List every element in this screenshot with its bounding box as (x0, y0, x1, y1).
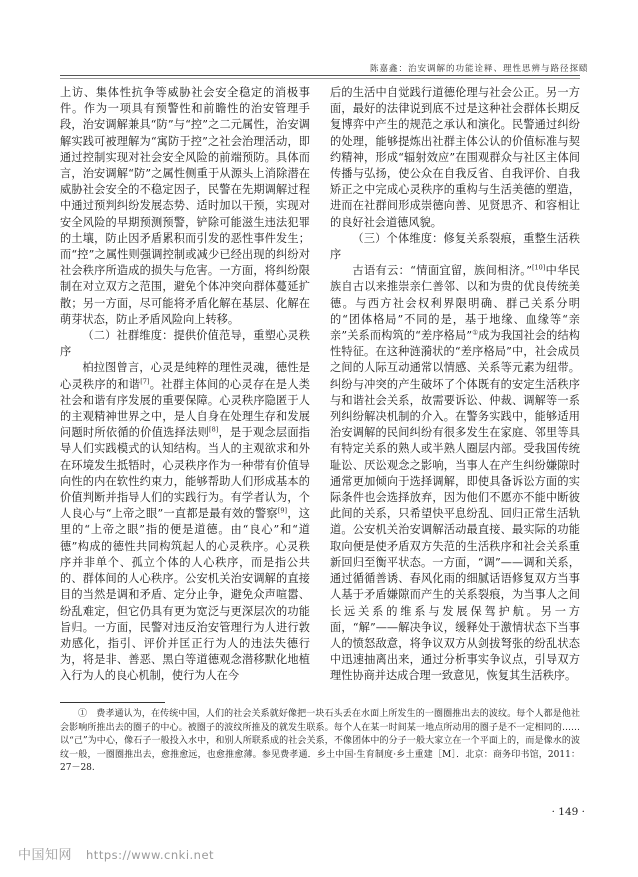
running-head: 陈嘉鑫：治安调解的功能诠释、理性思辨与路径探赜 (370, 64, 589, 74)
citation-ref[interactable]: [9] (277, 506, 288, 515)
watermark-url[interactable]: https://www.cnki.net (86, 848, 215, 862)
footnote-marker[interactable]: ① (472, 328, 479, 337)
paragraph (330, 263, 580, 684)
footnote-rule (60, 702, 165, 703)
paragraph-text: 成为我国社会的结构性特征。在这种涟漪状的“差序格局”中，社会成员之间的人际互动通常以情感、关系等元素为纽带。纠纷与冲突的产生破坏了个体既有的安定生活秩序与和谐社会关系，故需要诉讼、仲裁、调解等一系列纠纷解决机制的介入。在警务实践中，能够适用治安调解的民间纠纷有很多发生在家庭、邻里等具有特定关系的熟人或半熟人圈层内部。受我国传统耻讼、厌讼观念之影响，当事人在产生纠纷嫌隙时通常更加倾向于选择调解，即使具备诉讼方面的实际条件也会选择放弃，因为他们不愿亦不能中断彼此间的关系，只希望快平息纷乱、回归正常生活轨道。公安机关治安调解活动最直接、最实际的功能取向便是使矛盾双方失范的生活秩序和社会关系重新回归至衡平状态。一方面，“调”——调和关系，通过循循善诱、春风化雨的细腻话语修复双方当事人基于矛盾嫌隙而产生的关系裂痕，为当事人之间长远关系的维系与发展保驾护航。另一方面，“解”——解决争议，缓释处于激情状态下当事人的愤怒敌意，将争议双方从剑拔弩张的纷乱状态中迅速抽离出来，通过分析事实争议点，引导双方理性协商并达成合理一致意见，恢复其生活秩序。 (330, 329, 580, 683)
footnote: ① 费孝通认为，在传统中国，人们的社会关系就好像把一块石头丢在水面上所发生的一圈圈推出去的波纹。每个人都是他社会影响所推出去的圈子的中心。被圈子的波纹所推及的就发生联系。每个人在某一时间某一地点所动用的圈子是不一定相同的……以“己”为中心，像石子一般投入水中，和别人所联系成的社会关系，不像团体中的分子一般大家立在一个平面上的，而是像水的波纹一般，一圈圈推出去，愈推愈远，也愈推愈薄。参见费孝通．乡土中国·生育制度·乡土重建［M］．北京：商务印书馆，2011：27－28. (60, 709, 580, 773)
paragraph (60, 360, 310, 684)
paragraph-text: 古语有云：“情面宜留，族间相济。” (352, 264, 532, 278)
citation-ref[interactable]: [8] (209, 425, 219, 434)
watermark-site-name: 中国知网 (18, 848, 73, 863)
citation-ref[interactable]: [10] (531, 263, 546, 272)
left-column (60, 85, 310, 685)
section-heading: （二）社群维度：提供价值范导，重塑心灵秩序 (60, 329, 310, 359)
paragraph-text: 柏拉图曾言，心灵是纯粹的理性灵魂，德性是心灵秩序的和谐 (60, 361, 310, 391)
paragraph-text: 。社群主体间的心灵存在是人类社会和谐有序发展的重要保障。心灵秩序隐匿于人的主观精神世界之中，是人自身在处理生存和发展问题时所依循的价值选择法则 (60, 377, 310, 440)
paragraph-text: ，是于观念层面指导人们实践模式的认知结构。当人的主观欲求和外在环境发生抵牾时，心灵秩序作为一种带有价值导向性的内在软性约束力，能够帮助人们形成基本的价值判断并指导人们的实践行为。有学者认为，个人良心与“上帝之眼”一直都是最有效的警察 (60, 426, 310, 521)
paragraph: 上访、集体性抗争等威胁社会安全稳定的消极事件。作为一项具有预警性和前瞻性的治安管理手段，治安调解兼具“防”与“控”之二元属性，治安调解实践可被理解为“寓防于控”之社会治理活动，即通过控制实现对社会安全风险的前端预防。具体而言，治安调解“防”之属性侧重于从源头上消除潜在威胁社会安全的不稳定因子，民警在先期调解过程中通过预判纠纷发展态势、适时加以干预，实现对安全风险的早期预测预警，铲除可能滋生违法犯罪的土壤，防止因矛盾累积而引发的恶性事件发生；而“控”之属性则强调控制或减少已经出现的纠纷对社会秩序所造成的损失与危害。一方面，将纠纷限制在对立双方之范围，避免个体冲突向群体蔓延扩散；另一方面，尽可能将矛盾化解在基层、化解在萌芽状态，防止矛盾风险向上转移。 (60, 86, 310, 326)
header-rule-thin (60, 78, 580, 79)
paragraph: 后的生活中自觉践行道德伦理与社会公正。另一方面，最好的法律说到底不过是这种社会群体长期反复博弈中产生的规范之承认和演化。民警通过纠纷的处理，能够提炼出社群主体公认的价值标准与契约精神，形成“辐射效应”在围观群众与社区主体间传播与弘扬，使公众在自我反省、自我评价、自我矫正之中完成心灵秩序的重构与生活美德的塑造，进而在社群间形成崇德向善、见贤思齐、和容相让的良好社会道德风貌。 (330, 86, 580, 229)
cnki-watermark (18, 844, 214, 863)
page-number: · 149 · (551, 806, 585, 818)
paragraph-text: ，这里的“上帝之眼”指的便是道德。由“良心”和“道德”构成的德性共同构筑起人的心灵秩序。心灵秩序并非单个、孤立个体的人心秩序，而是指公共的、群体间的人心秩序。公安机关治安调解的直接目的当然是调和矛盾、定分止争，避免众声喧嚣、纷乱难定，但它仍具有更为宽泛与更深层次的功能旨归。一方面，民警对违反治安管理行为人进行敦劝感化，指引、评价并匡正行为人的违法失德行为，将是非、善恶、黑白等道德观念潜移默化地植入行为人的良心机制，使行为人在今 (60, 507, 310, 683)
section-heading: （三）个体维度：修复关系裂痕，重整生活秩序 (330, 231, 580, 262)
right-column (330, 85, 580, 685)
citation-ref[interactable]: [7] (140, 376, 150, 385)
paragraph-text: 中华民族自古以来推崇亲仁善邻、以和为贵的优良传统美德。与西方社会权利界限明确、群己关系分明的“团体格局”不同的是，基于地缘、血缘等“亲亲”关系而构筑的“差序格局” (330, 264, 580, 343)
header-rule (60, 75, 580, 76)
